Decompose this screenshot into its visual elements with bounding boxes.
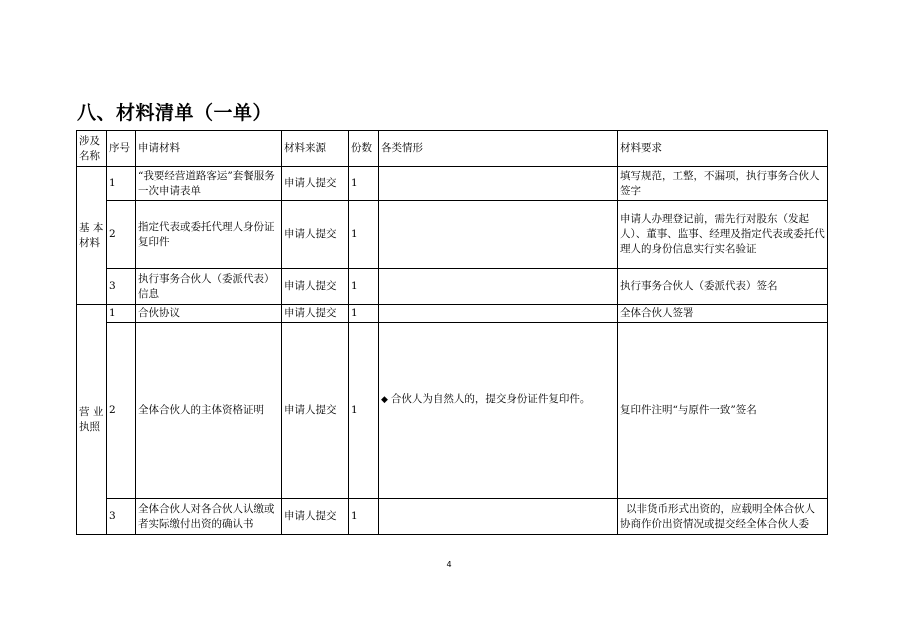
situation-cell bbox=[379, 323, 618, 499]
source-cell: 申请人提交 bbox=[282, 323, 349, 499]
material-cell: 合伙协议 bbox=[136, 305, 282, 323]
table-row bbox=[77, 499, 828, 535]
requirement-cell: 申请人办理登记前，需先行对股东（发起人）、董事、监事、经理及指定代表或委托代理人的身份信息实行实名验证 bbox=[618, 201, 828, 269]
situation-cell bbox=[379, 305, 618, 323]
source-cell: 申请人提交 bbox=[282, 167, 349, 201]
table-row bbox=[77, 269, 828, 305]
header-cell: 涉及名称 bbox=[77, 131, 107, 167]
requirement-cell: 执行事务合伙人（委派代表）签名 bbox=[618, 269, 828, 305]
row-number: 1 bbox=[107, 305, 136, 323]
row-number: 2 bbox=[107, 201, 136, 269]
group-name-cell: 营 业执照 bbox=[77, 305, 107, 535]
page-number: 4 bbox=[446, 560, 452, 569]
situation-cell bbox=[379, 499, 618, 535]
header-cell: 申请材料 bbox=[136, 131, 282, 167]
row-number: 3 bbox=[107, 499, 136, 535]
material-cell: 全体合伙人的主体资格证明 bbox=[136, 323, 282, 499]
table-row bbox=[77, 167, 828, 201]
table-row bbox=[77, 305, 828, 323]
group-name-cell: 基 本材料 bbox=[77, 167, 107, 305]
copies-cell: 1 bbox=[349, 323, 379, 499]
requirement-cell: 填写规范，工整，不漏项，执行事务合伙人签字 bbox=[618, 167, 828, 201]
requirement-cell: 全体合伙人签署 bbox=[618, 305, 828, 323]
copies-cell: 1 bbox=[349, 269, 379, 305]
header-cell: 各类情形 bbox=[379, 131, 618, 167]
header-cell: 材料来源 bbox=[282, 131, 349, 167]
situation-text: 合伙人为自然人的，提交身份证件复印件。 bbox=[390, 393, 591, 405]
source-cell: 申请人提交 bbox=[282, 201, 349, 269]
material-cell: 全体合伙人对各合伙人认缴或者实际缴付出资的确认书 bbox=[136, 499, 282, 535]
header-cell: 份数 bbox=[349, 131, 379, 167]
table-header-row bbox=[77, 131, 828, 167]
material-cell: 指定代表或委托代理人身份证复印件 bbox=[136, 201, 282, 269]
material-cell: “我要经营道路客运”套餐服务一次申请表单 bbox=[136, 167, 282, 201]
copies-cell: 1 bbox=[349, 167, 379, 201]
page-title: 八、材料清单（一单） bbox=[77, 102, 273, 124]
copies-cell: 1 bbox=[349, 305, 379, 323]
table-row bbox=[77, 201, 828, 269]
situation-cell bbox=[379, 167, 618, 201]
copies-cell: 1 bbox=[349, 499, 379, 535]
material-cell: 执行事务合伙人（委派代表）信息 bbox=[136, 269, 282, 305]
materials-table bbox=[76, 130, 828, 535]
row-number: 2 bbox=[107, 323, 136, 499]
row-number: 3 bbox=[107, 269, 136, 305]
source-cell: 申请人提交 bbox=[282, 269, 349, 305]
requirement-cell: 复印件注明“与原件一致”签名 bbox=[618, 323, 828, 499]
header-cell: 材料要求 bbox=[618, 131, 828, 167]
source-cell: 申请人提交 bbox=[282, 499, 349, 535]
situation-cell bbox=[379, 269, 618, 305]
source-cell: 申请人提交 bbox=[282, 305, 349, 323]
header-cell: 序号 bbox=[107, 131, 136, 167]
situation-cell bbox=[379, 201, 618, 269]
copies-cell: 1 bbox=[349, 201, 379, 269]
requirement-cell: 以非货币形式出资的，应载明全体合伙人协商作价出资情况或提交经全体合伙人委 bbox=[618, 499, 828, 535]
diamond-bullet-icon: ◆ bbox=[381, 395, 388, 405]
row-number: 1 bbox=[107, 167, 136, 201]
table-row bbox=[77, 323, 828, 499]
